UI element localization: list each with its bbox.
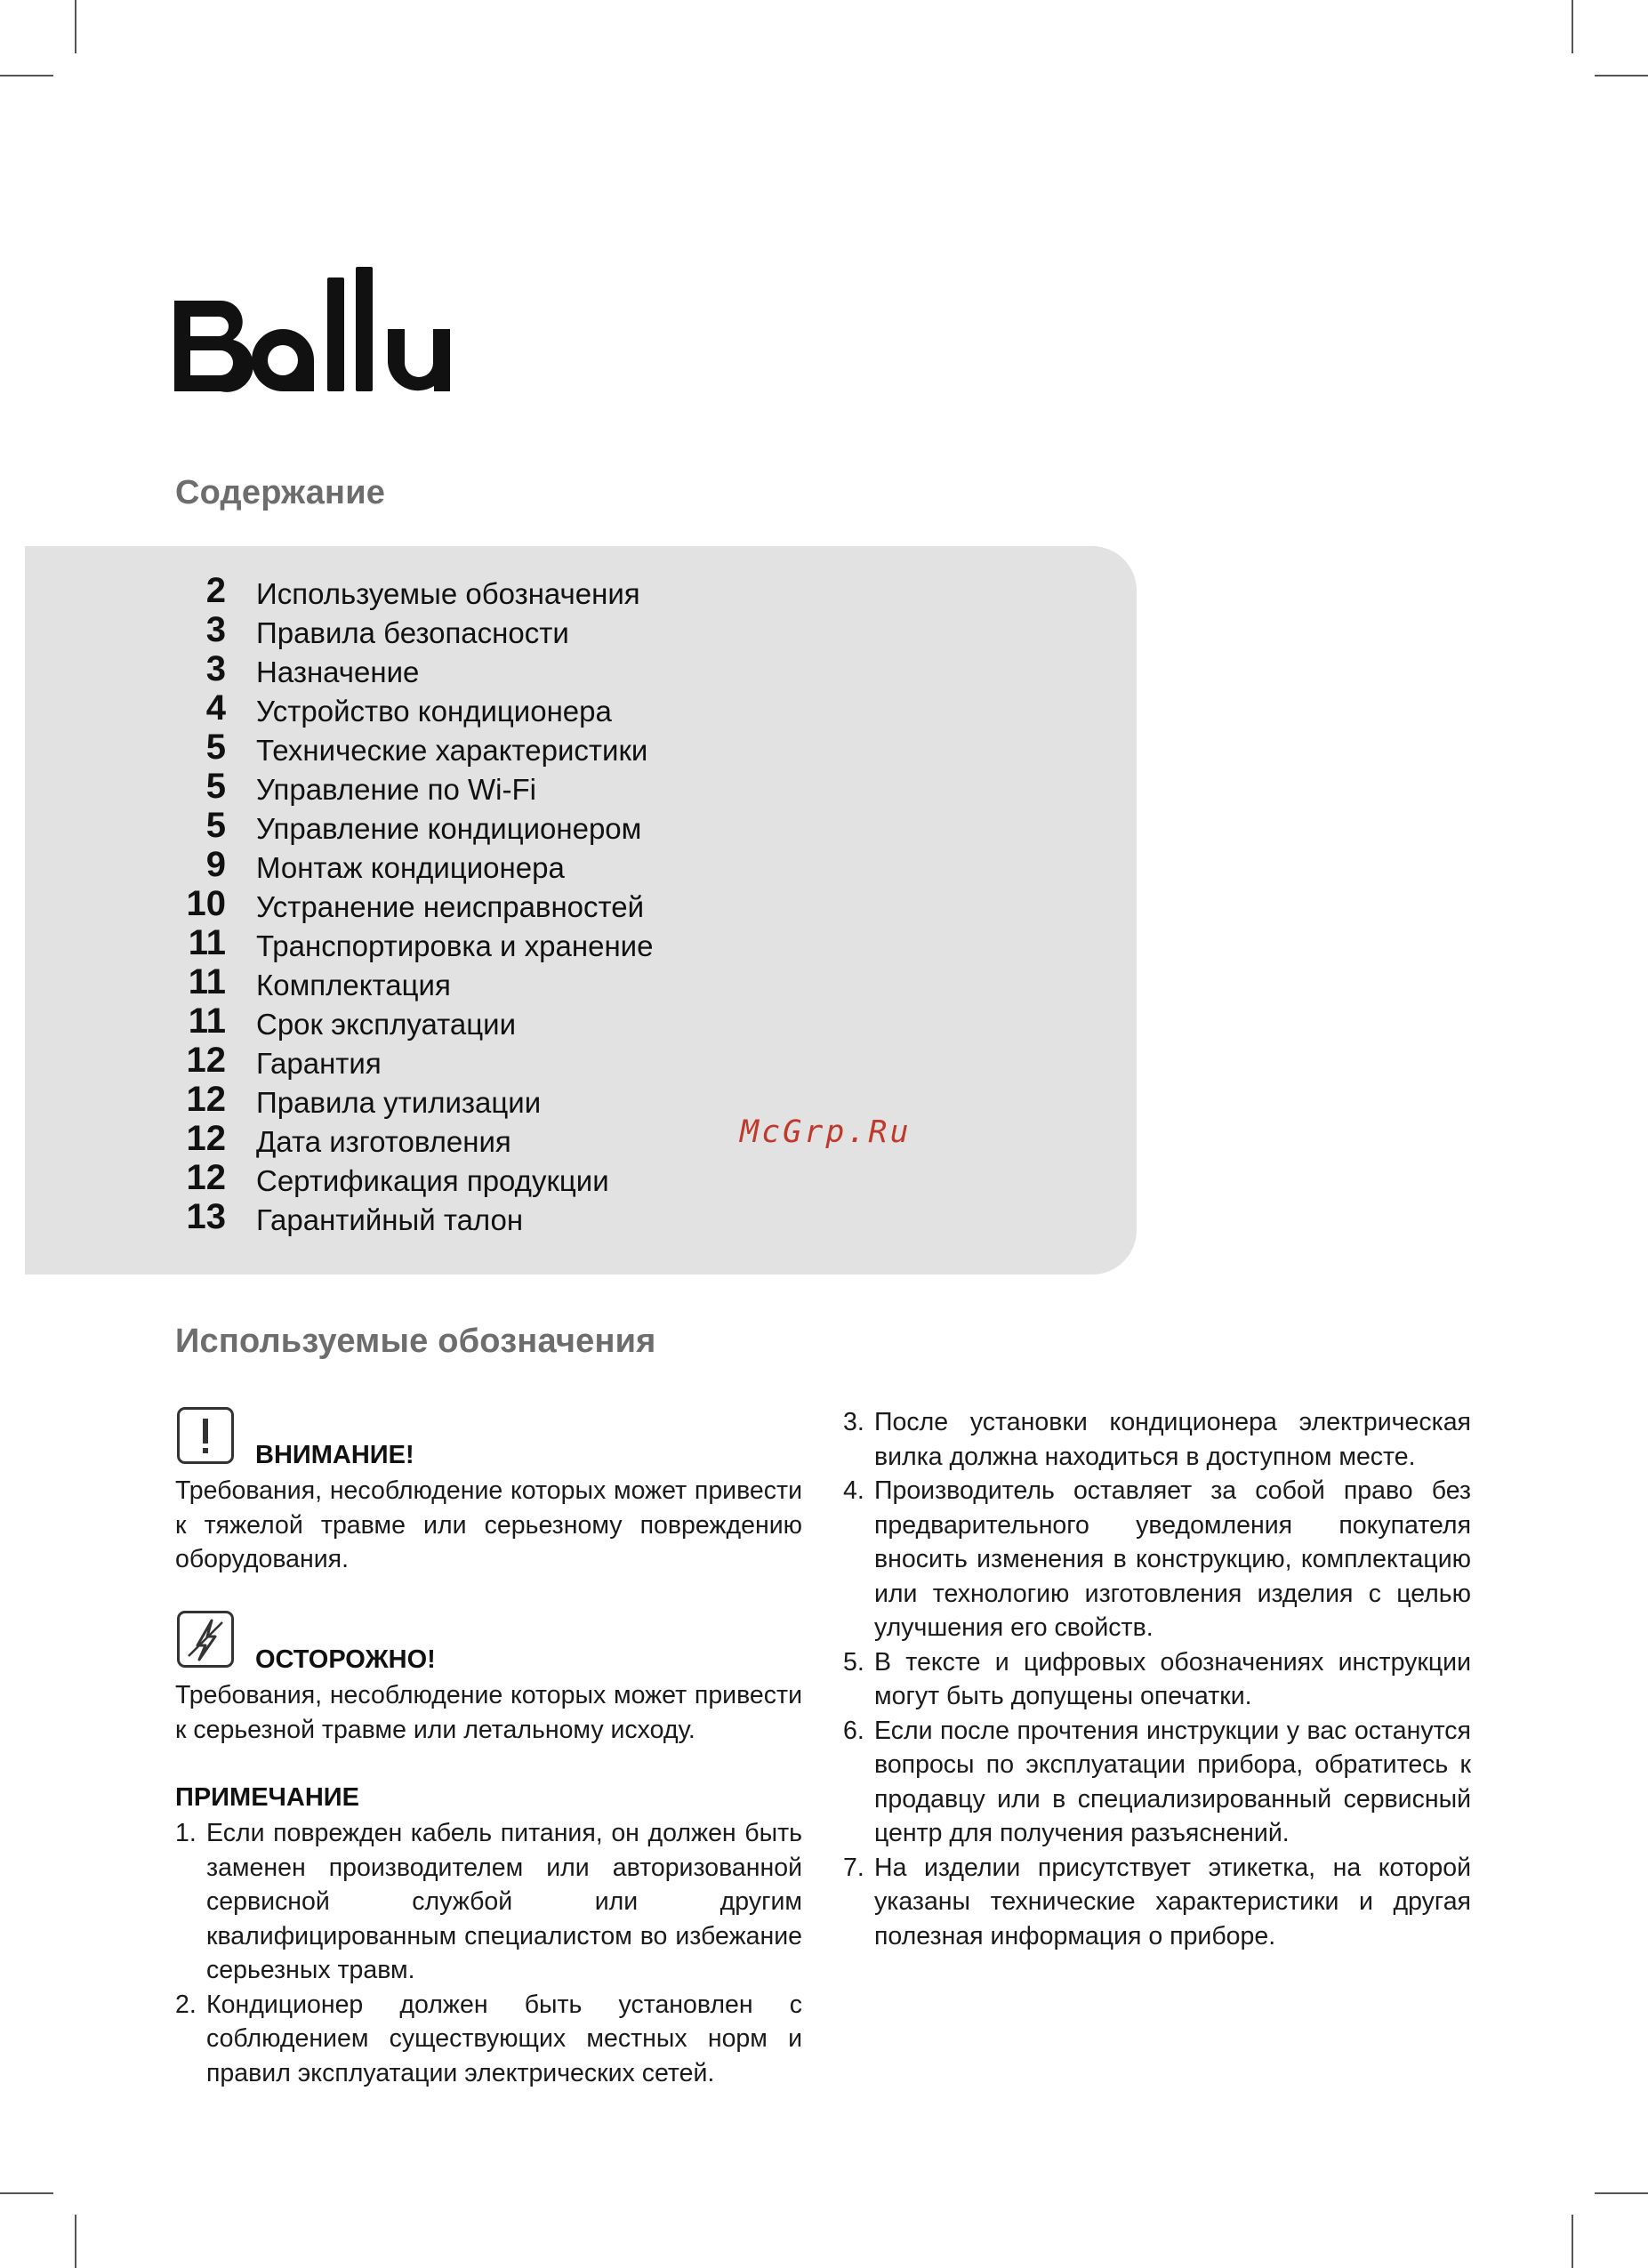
- toc-page-number: 12: [186, 1158, 226, 1197]
- crop-mark: [1572, 2215, 1573, 2268]
- toc-item-title: Гарантийный талон: [256, 1203, 524, 1236]
- list-item: 1. Если поврежден кабель питания, он должен быть заменен производителем или авторизованной сервисной службой или другим квалифицированным специалистом во избежание серьезных травм.: [175, 1819, 802, 1984]
- toc-item-title: Сертификация продукции: [256, 1164, 609, 1197]
- toc-page-number: 13: [186, 1197, 226, 1236]
- list-item: 4. Производитель оставляет за собой право без предварительного уведомления покупателя вносить изменения в конструкцию, комплектацию или технологию изготовления изделия с целью улучшения его свойств.: [843, 1476, 1471, 1642]
- toc-item[interactable]: [0, 962, 800, 1001]
- list-item: 2. Кондиционер должен быть установлен с соблюдением существующих местных норм и правил эксплуатации электрических сетей.: [175, 1990, 802, 2087]
- toc-item[interactable]: [0, 1197, 800, 1236]
- watermark: McGrp.Ru: [740, 1114, 912, 1150]
- list-item: 3. После установки кондиционера электрическая вилка должна находиться в доступном месте.: [843, 1408, 1471, 1471]
- toc-item[interactable]: [0, 571, 800, 610]
- toc-item[interactable]: [0, 1119, 800, 1158]
- attention-text: Требования, несоблюдение которых может привести к тяжелой травме или серьезному повреждению оборудования.: [175, 1476, 802, 1573]
- toc-page-number: 5: [205, 767, 226, 806]
- toc-item-title: Комплектация: [256, 969, 451, 1001]
- toc-item-title: Управление кондиционером: [256, 812, 642, 845]
- toc-item-title: Устранение неисправностей: [256, 890, 645, 923]
- toc-item-title: Правила утилизации: [256, 1086, 542, 1119]
- toc-item[interactable]: [0, 688, 800, 728]
- toc-heading: Содержание: [175, 474, 386, 511]
- crop-mark: [75, 2215, 76, 2268]
- crop-mark: [1595, 75, 1648, 76]
- list-item: 6. Если после прочтения инструкции у вас останутся вопросы по эксплуатации прибора, обратитесь к продавцу или в специализированный сервисный центр для получения разъяснений.: [843, 1716, 1471, 1847]
- toc-item[interactable]: [0, 728, 800, 767]
- toc-item-title: Технические характеристики: [256, 734, 648, 767]
- toc-item-title: Дата изготовления: [256, 1125, 511, 1158]
- notes-right-column: [843, 1405, 1471, 1953]
- crop-mark: [0, 2192, 53, 2194]
- symbols-heading: Используемые обозначения: [175, 1323, 656, 1360]
- caution-text: Требования, несоблюдение которых может привести к серьезной травме или летальному исходу.: [175, 1681, 802, 1744]
- toc-item-title: Монтаж кондиционера: [256, 851, 565, 884]
- crop-mark: [1572, 0, 1573, 53]
- toc-item[interactable]: [0, 1001, 800, 1041]
- notes-list-left: [175, 1816, 802, 2090]
- toc-item-title: Управление по Wi-Fi: [256, 773, 536, 806]
- toc-item-title: Срок эксплуатации: [256, 1008, 517, 1041]
- notes-list-right: [843, 1405, 1471, 1953]
- exclamation-icon: [177, 1407, 234, 1464]
- list-item: 5. В тексте и цифровых обозначениях инструкции могут быть допущены опечатки.: [843, 1647, 1471, 1710]
- toc-page-number: 12: [186, 1119, 226, 1158]
- toc-item[interactable]: [0, 884, 800, 923]
- toc-page-number: 4: [205, 688, 226, 728]
- attention-text-block: [175, 1474, 802, 1577]
- crop-mark: [1595, 2192, 1648, 2194]
- toc-page-number: 10: [186, 884, 226, 923]
- toc-item[interactable]: [0, 767, 800, 806]
- toc-item[interactable]: [0, 649, 800, 688]
- toc-item-title: Назначение: [256, 655, 420, 688]
- toc-page-number: 12: [186, 1080, 226, 1119]
- toc-item[interactable]: [0, 1041, 800, 1080]
- attention-label: ВНИМАНИЕ!: [255, 1441, 414, 1469]
- toc-page-number: 11: [188, 1001, 226, 1041]
- toc-item[interactable]: [0, 610, 800, 649]
- toc-page-number: 11: [188, 962, 226, 1001]
- toc-page-number: 3: [205, 649, 226, 688]
- toc-item-title: Транспортировка и хранение: [256, 929, 654, 962]
- toc-item[interactable]: [0, 923, 800, 962]
- toc-page-number: 12: [186, 1041, 226, 1080]
- note-label: ПРИМЕЧАНИЕ: [175, 1783, 359, 1812]
- caution-text-block: [175, 1678, 802, 1747]
- caution-label: ОСТОРОЖНО!: [255, 1645, 436, 1674]
- toc-page-number: 5: [205, 806, 226, 845]
- toc-item-title: Устройство кондиционера: [256, 695, 612, 728]
- toc-item[interactable]: [0, 1158, 800, 1197]
- ballu-logo: [174, 267, 468, 400]
- lightning-icon: [177, 1611, 234, 1668]
- toc-page-number: 11: [188, 923, 226, 962]
- toc-item[interactable]: [0, 806, 800, 845]
- toc-item-title: Правила безопасности: [256, 616, 569, 649]
- crop-mark: [75, 0, 76, 53]
- toc-item-title: Гарантия: [256, 1047, 382, 1080]
- toc-item[interactable]: [0, 1080, 800, 1119]
- toc-item-title: Используемые обозначения: [256, 577, 640, 610]
- toc-page-number: 2: [205, 571, 226, 610]
- list-item: 7. На изделии присутствует этикетка, на которой указаны технические характеристики и другая полезная информация о приборе.: [843, 1853, 1471, 1950]
- notes-left-column: [175, 1816, 802, 2090]
- toc-page-number: 5: [205, 728, 226, 767]
- toc-item[interactable]: [0, 845, 800, 884]
- toc-page-number: 3: [205, 610, 226, 649]
- crop-mark: [0, 75, 53, 76]
- toc-page-number: 9: [205, 845, 226, 884]
